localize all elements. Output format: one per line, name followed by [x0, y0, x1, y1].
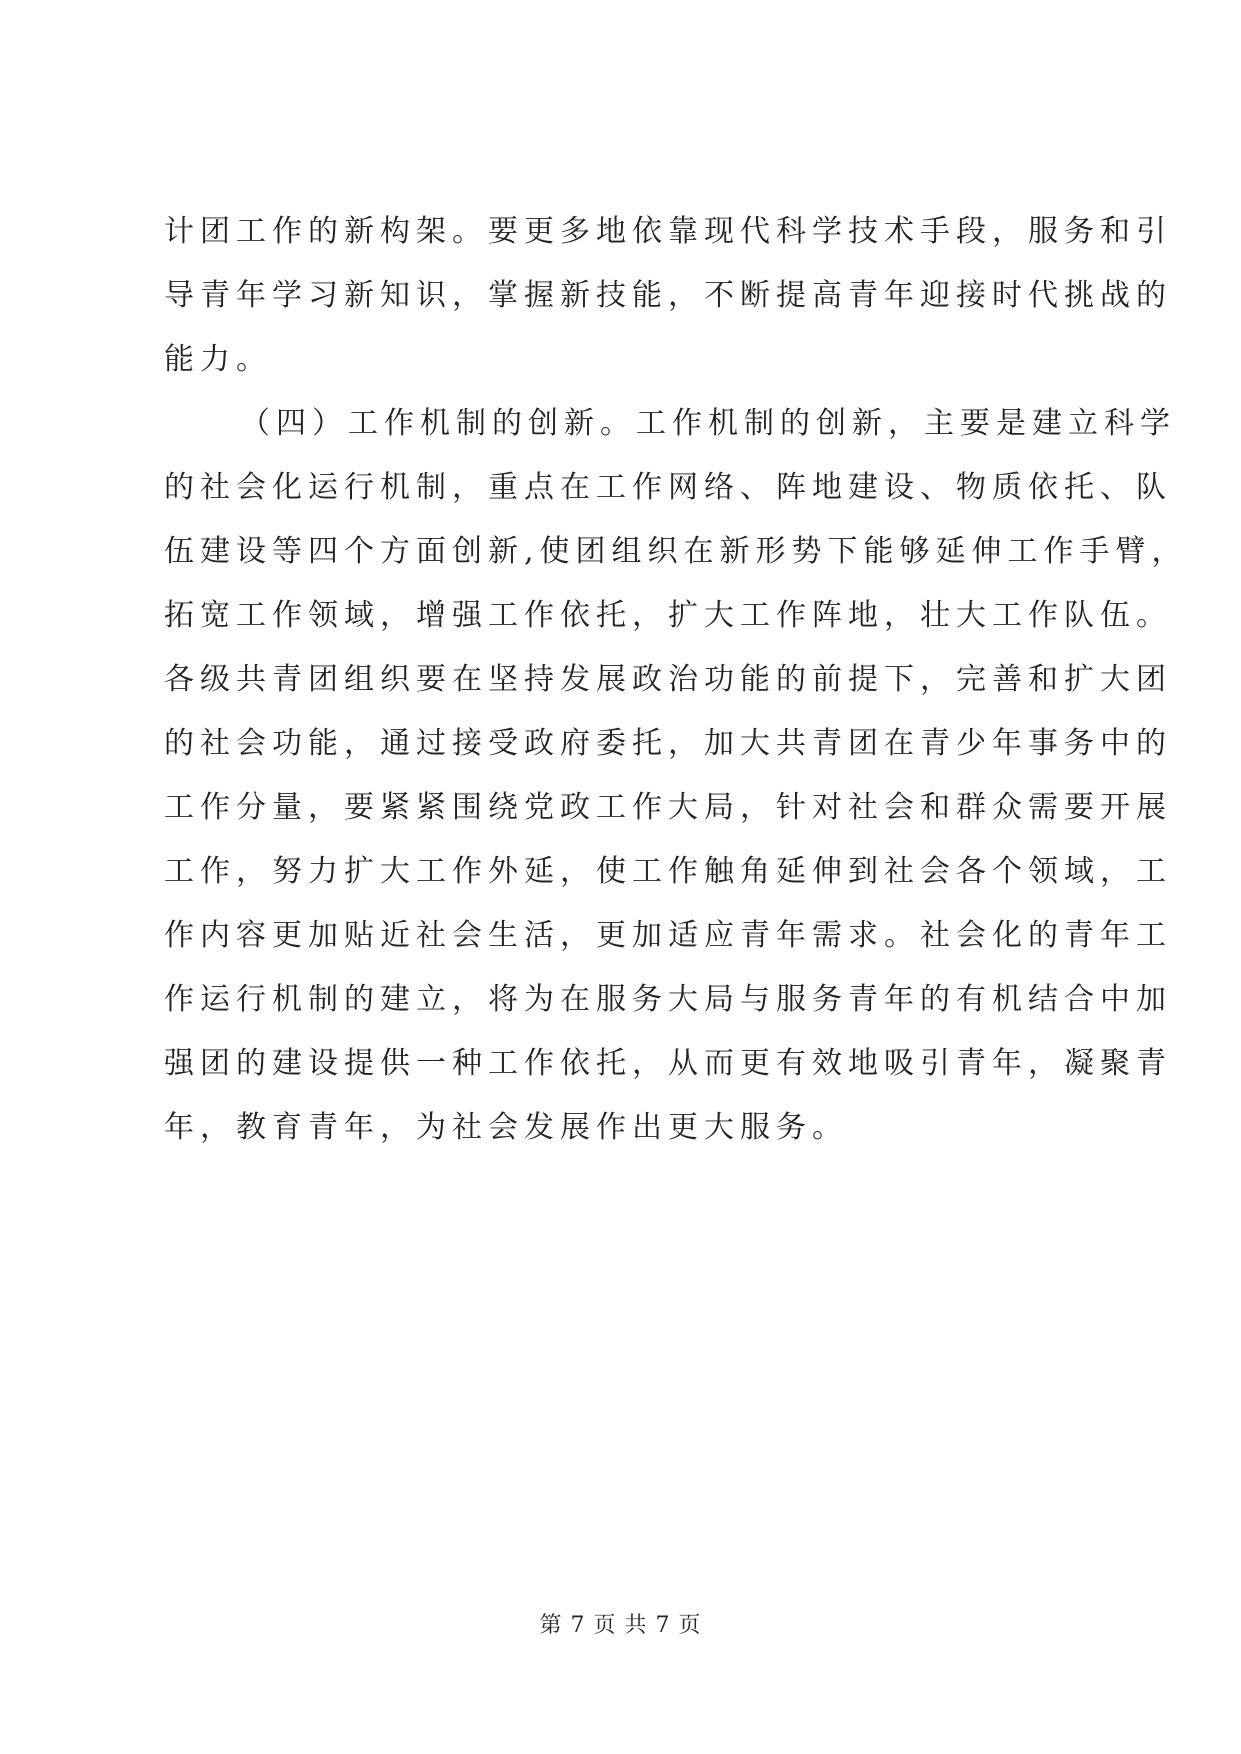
page-number-label: 第 7 页 共 7 页	[539, 1613, 702, 1638]
text-line: 计团工作的新构架。要更多地依靠现代科学技术手段，服务和引	[164, 214, 1172, 249]
text-line: 能力。	[164, 342, 272, 377]
text-line: 强团的建设提供一种工作依托，从而更有效地吸引青年，凝聚青	[164, 1046, 1172, 1081]
text-line: 各级共青团组织要在坚持发展政治功能的前提下，完善和扩大团	[164, 662, 1172, 697]
text-line: 的社会功能，通过接受政府委托，加大共青团在青少年事务中的	[164, 726, 1172, 761]
text-line: 拓宽工作领域，增强工作依托，扩大工作阵地，壮大工作队伍。	[164, 598, 1172, 633]
body-text	[164, 200, 1188, 1160]
text-line: 工作，努力扩大工作外延，使工作触角延伸到社会各个领域，工	[164, 854, 1172, 889]
text-line: 导青年学习新知识，掌握新技能，不断提高青年迎接时代挑战的	[164, 278, 1172, 313]
text-line: 作运行机制的建立，将为在服务大局与服务青年的有机结合中加	[164, 982, 1172, 1017]
text-line: 作内容更加贴近社会生活，更加适应青年需求。社会化的青年工	[164, 918, 1172, 953]
text-line: 工作分量，要紧紧围绕党政工作大局，针对社会和群众需要开展	[164, 790, 1172, 825]
text-line: 的社会化运行机制，重点在工作网络、阵地建设、物质依托、队	[164, 470, 1172, 505]
text-line: （四）工作机制的创新。工作机制的创新，主要是建立科学	[240, 406, 1176, 441]
page-footer	[0, 1608, 1241, 1639]
text-line: 伍建设等四个方面创新,使团组织在新形势下能够延伸工作手臂，	[164, 534, 1188, 569]
text-line: 年，教育青年，为社会发展作出更大服务。	[164, 1110, 848, 1145]
